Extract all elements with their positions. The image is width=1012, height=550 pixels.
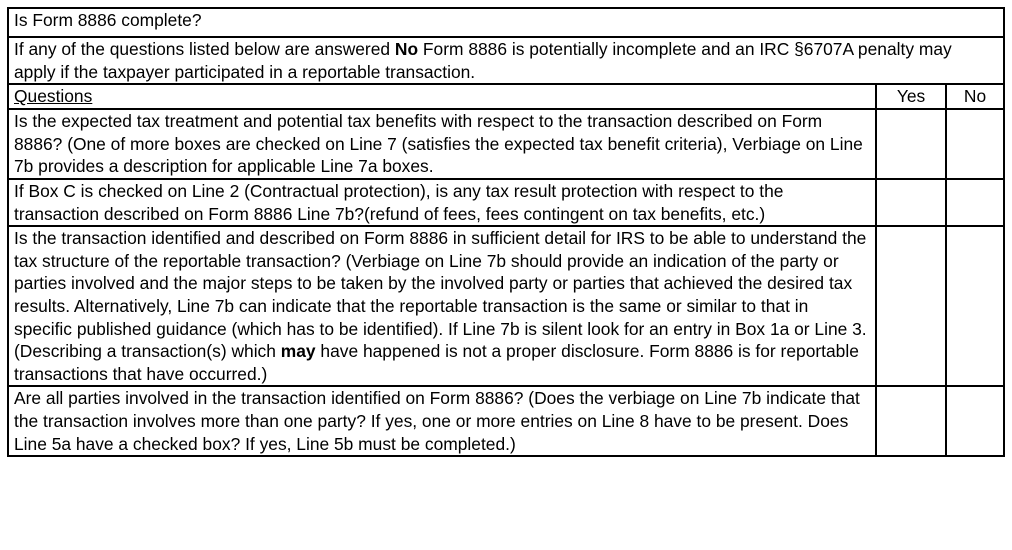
question-row-1 — [8, 109, 1004, 179]
no-answer-cell-4[interactable] — [946, 386, 1004, 456]
intro-text-before: If any of the questions listed below are answered — [14, 39, 395, 59]
no-header: No — [946, 84, 1004, 109]
yes-answer-cell-3[interactable] — [876, 226, 946, 386]
question-text-3-before: Is the transaction identified and described on Form 8886 in sufficient detail for IRS to be able to understand the tax structure of the reportable transaction? (Verbiage on Line 7b should provide an indication of the party or parties involved and the major steps to be taken by the involved party or parties that achieved the desired tax results. Alternatively, Line 7b can indicate that the reportable transaction is the same or similar to that in specific published guidance (which has to be identified). If Line 7b is silent look for an entry in Box 1a or Line 3. (Describing a transaction(s) which — [14, 228, 867, 362]
intro-row — [8, 37, 1004, 84]
question-row-3 — [8, 226, 1004, 386]
question-text-2: If Box C is checked on Line 2 (Contractual protection), is any tax result protection with respect to the transaction described on Form 8886 Line 7b?(refund of fees, fees contingent on tax benefits, etc.) — [8, 179, 876, 226]
title-row — [8, 8, 1004, 37]
intro-text-bold: No — [394, 39, 419, 59]
no-answer-cell-1[interactable] — [946, 109, 1004, 179]
yes-answer-cell-4[interactable] — [876, 386, 946, 456]
question-row-4 — [8, 386, 1004, 456]
question-text-3-bold: may — [280, 341, 316, 362]
yes-answer-cell-2[interactable] — [876, 179, 946, 226]
question-text-3-after: have happened is not a proper disclosure. Form 8886 is for reportable transactions that have occurred.) — [14, 341, 859, 384]
form-8886-checklist — [7, 7, 1005, 457]
questions-header: Questions — [8, 84, 876, 109]
yes-header: Yes — [876, 84, 946, 109]
table-title: Is Form 8886 complete? — [8, 8, 1004, 37]
no-answer-cell-3[interactable] — [946, 226, 1004, 386]
no-answer-cell-2[interactable] — [946, 179, 1004, 226]
question-text-3 — [8, 226, 876, 386]
intro-text-after: Form 8886 is potentially incomplete and an IRC §6707A penalty may apply if the taxpayer participated in a reportable transaction. — [14, 39, 952, 82]
question-row-2 — [8, 179, 1004, 226]
question-text-4: Are all parties involved in the transaction identified on Form 8886? (Does the verbiage on Line 7b indicate that the transaction involves more than one party? If yes, one or more entries on Line 8 have to be present. Does Line 5a have a checked box? If yes, Line 5b must be completed.) — [8, 386, 876, 456]
header-row — [8, 84, 1004, 109]
intro-text — [8, 37, 1004, 84]
yes-answer-cell-1[interactable] — [876, 109, 946, 179]
question-text-1: Is the expected tax treatment and potential tax benefits with respect to the transaction described on Form 8886? (One of more boxes are checked on Line 7 (satisfies the expected tax benefit criteria), Verbiage on Line 7b provides a description for applicable Line 7a boxes. — [8, 109, 876, 179]
checklist-table — [7, 7, 1005, 457]
